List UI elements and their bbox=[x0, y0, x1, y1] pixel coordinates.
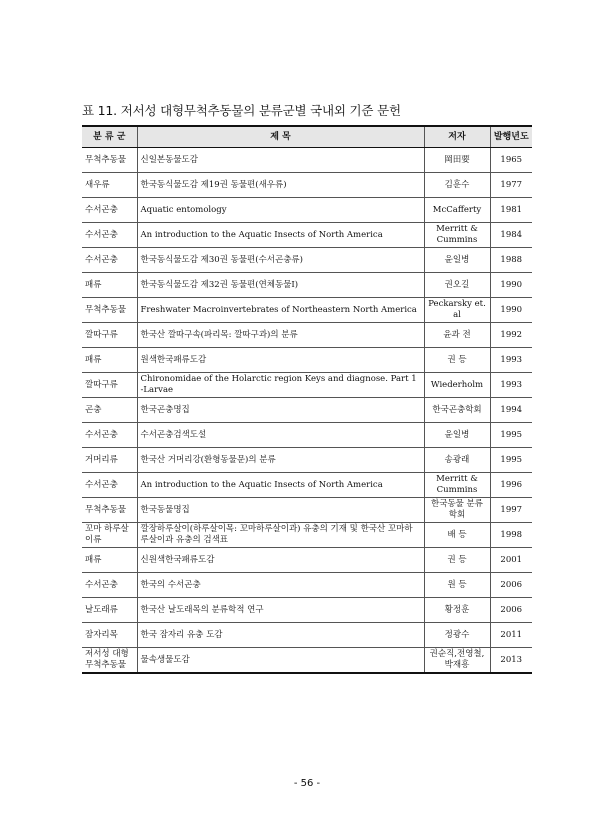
table-row bbox=[82, 323, 532, 348]
taxon-cell: 패류 bbox=[82, 548, 137, 573]
table-row bbox=[82, 498, 532, 523]
year-cell: 1981 bbox=[490, 198, 532, 223]
table-row bbox=[82, 148, 532, 173]
table-row bbox=[82, 248, 532, 273]
header-author: 저자 bbox=[424, 126, 490, 148]
author-cell: 윤일병 bbox=[424, 423, 490, 448]
table-row bbox=[82, 448, 532, 473]
title-cell: 한국산 거머리강(환형동물문)의 분류 bbox=[137, 448, 424, 473]
author-cell: 권 등 bbox=[424, 348, 490, 373]
taxon-cell: 꼬마 하루살이류 bbox=[82, 523, 137, 548]
title-cell: 한국동식물도감 제32권 동물편(연체동물Ⅰ) bbox=[137, 273, 424, 298]
author-cell: 배 등 bbox=[424, 523, 490, 548]
title-cell: 한국동물명집 bbox=[137, 498, 424, 523]
title-cell: 신일본동물도감 bbox=[137, 148, 424, 173]
author-cell: 한국곤충학회 bbox=[424, 398, 490, 423]
title-cell: Freshwater Macroinvertebrates of Northeastern North America bbox=[137, 298, 424, 323]
author-cell: 윤일병 bbox=[424, 248, 490, 273]
title-cell: Chironomidae of the Holarctic region Keys and diagnose. Part 1 -Larvae bbox=[137, 373, 424, 398]
taxon-cell: 수서곤충 bbox=[82, 423, 137, 448]
taxon-cell: 수서곤충 bbox=[82, 223, 137, 248]
year-cell: 2001 bbox=[490, 548, 532, 573]
year-cell: 1997 bbox=[490, 498, 532, 523]
author-cell: 岡田要 bbox=[424, 148, 490, 173]
table-row bbox=[82, 398, 532, 423]
title-cell: 한국 잠자리 유충 도감 bbox=[137, 623, 424, 648]
title-cell: 물속생물도감 bbox=[137, 648, 424, 674]
table-row bbox=[82, 623, 532, 648]
year-cell: 1995 bbox=[490, 423, 532, 448]
title-cell: Aquatic entomology bbox=[137, 198, 424, 223]
table-row bbox=[82, 523, 532, 548]
year-cell: 1984 bbox=[490, 223, 532, 248]
year-cell: 2006 bbox=[490, 598, 532, 623]
year-cell: 1965 bbox=[490, 148, 532, 173]
year-cell: 1994 bbox=[490, 398, 532, 423]
title-cell: 원색한국패류도감 bbox=[137, 348, 424, 373]
title-cell: 한국산 깔따구속(파리목: 깔따구과)의 분류 bbox=[137, 323, 424, 348]
table-row bbox=[82, 548, 532, 573]
table-row bbox=[82, 598, 532, 623]
table-row bbox=[82, 273, 532, 298]
author-cell: 권 등 bbox=[424, 548, 490, 573]
title-cell: 한국곤충명집 bbox=[137, 398, 424, 423]
year-cell: 1996 bbox=[490, 473, 532, 498]
year-cell: 1993 bbox=[490, 348, 532, 373]
author-cell: 권오길 bbox=[424, 273, 490, 298]
title-cell: An introduction to the Aquatic Insects of North America bbox=[137, 473, 424, 498]
page-number: - 56 - bbox=[293, 778, 321, 789]
taxon-cell: 수서곤충 bbox=[82, 248, 137, 273]
author-cell: Peckarsky et. al bbox=[424, 298, 490, 323]
table-row bbox=[82, 223, 532, 248]
author-cell: Wiederholm bbox=[424, 373, 490, 398]
author-cell: 황정훈 bbox=[424, 598, 490, 623]
table-row bbox=[82, 423, 532, 448]
title-cell: 한국동식물도감 제30권 동물편(수서곤충류) bbox=[137, 248, 424, 273]
title-cell: 한국의 수서곤충 bbox=[137, 573, 424, 598]
taxon-cell: 무척추동물 bbox=[82, 148, 137, 173]
table-row bbox=[82, 473, 532, 498]
year-cell: 1998 bbox=[490, 523, 532, 548]
taxon-cell: 패류 bbox=[82, 273, 137, 298]
author-cell: Merritt & Cummins bbox=[424, 223, 490, 248]
taxon-cell: 수서곤충 bbox=[82, 573, 137, 598]
taxon-cell: 깔따구류 bbox=[82, 323, 137, 348]
taxon-cell: 날도래류 bbox=[82, 598, 137, 623]
author-cell: 정광수 bbox=[424, 623, 490, 648]
author-cell: 한국동물 분류학회 bbox=[424, 498, 490, 523]
title-cell: 신원색한국패류도감 bbox=[137, 548, 424, 573]
year-cell: 2006 bbox=[490, 573, 532, 598]
year-cell: 1992 bbox=[490, 323, 532, 348]
year-cell: 1993 bbox=[490, 373, 532, 398]
year-cell: 1977 bbox=[490, 173, 532, 198]
taxon-cell: 패류 bbox=[82, 348, 137, 373]
taxon-cell: 무척추동물 bbox=[82, 498, 137, 523]
title-cell: 한국산 날도래목의 분류학적 연구 bbox=[137, 598, 424, 623]
title-cell: 수서곤충검색도설 bbox=[137, 423, 424, 448]
author-cell: Merritt & Cummins bbox=[424, 473, 490, 498]
table-row bbox=[82, 298, 532, 323]
table-row bbox=[82, 573, 532, 598]
header-title: 제 목 bbox=[137, 126, 424, 148]
taxon-cell: 수서곤충 bbox=[82, 473, 137, 498]
reference-table bbox=[82, 125, 532, 674]
taxon-cell: 저서성 대형 무척추동물 bbox=[82, 648, 137, 674]
taxon-cell: 곤충 bbox=[82, 398, 137, 423]
table-row bbox=[82, 373, 532, 398]
taxon-cell: 잠자리목 bbox=[82, 623, 137, 648]
table-row bbox=[82, 198, 532, 223]
year-cell: 2011 bbox=[490, 623, 532, 648]
title-cell: 깔장하루살이(하루살이목: 꼬마하루살이과) 유충의 기재 및 한국산 꼬마하루살이과 유충의 검색표 bbox=[137, 523, 424, 548]
author-cell: 윤과 전 bbox=[424, 323, 490, 348]
author-cell: 김훈수 bbox=[424, 173, 490, 198]
author-cell: 원 등 bbox=[424, 573, 490, 598]
taxon-cell: 거머리류 bbox=[82, 448, 137, 473]
table-row bbox=[82, 348, 532, 373]
year-cell: 1990 bbox=[490, 298, 532, 323]
year-cell: 1988 bbox=[490, 248, 532, 273]
table-caption: 표 11. 저서성 대형무척추동물의 분류군별 국내외 기준 문헌 bbox=[82, 103, 401, 118]
taxon-cell: 새우류 bbox=[82, 173, 137, 198]
title-cell: 한국동식물도감 제19권 동물편(새우류) bbox=[137, 173, 424, 198]
author-cell: 권순직,전영철, 박재흥 bbox=[424, 648, 490, 674]
table-row bbox=[82, 648, 532, 674]
taxon-cell: 수서곤충 bbox=[82, 198, 137, 223]
year-cell: 2013 bbox=[490, 648, 532, 674]
header-year: 발행년도 bbox=[490, 126, 532, 148]
title-cell: An introduction to the Aquatic Insects of North America bbox=[137, 223, 424, 248]
table-header-row bbox=[82, 126, 532, 148]
year-cell: 1990 bbox=[490, 273, 532, 298]
year-cell: 1995 bbox=[490, 448, 532, 473]
table-row bbox=[82, 173, 532, 198]
author-cell: 송광래 bbox=[424, 448, 490, 473]
header-taxon: 분 류 군 bbox=[82, 126, 137, 148]
taxon-cell: 무척추동물 bbox=[82, 298, 137, 323]
taxon-cell: 깔따구류 bbox=[82, 373, 137, 398]
author-cell: McCafferty bbox=[424, 198, 490, 223]
